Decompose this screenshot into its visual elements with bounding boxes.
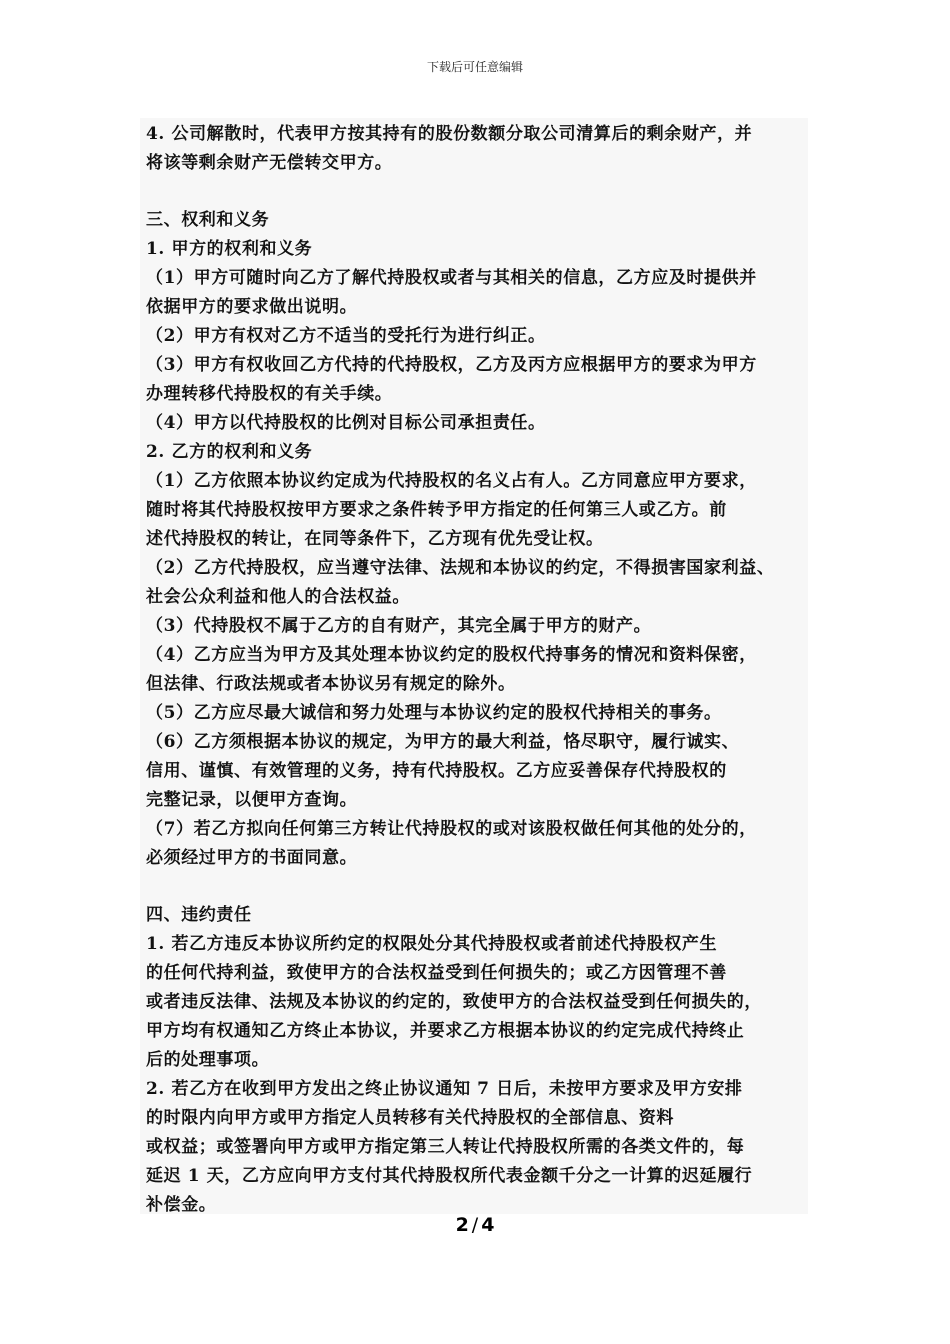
- page-header: 下载后可任意编辑: [426, 60, 523, 74]
- text-line: 必须经过甲方的书面同意。: [146, 848, 358, 868]
- page-current: 2: [455, 1214, 469, 1236]
- text-line: （2）甲方有权对乙方不适当的受托行为进行纠正。: [146, 326, 546, 346]
- text-line: 社会公众利益和他人的合法权益。: [146, 587, 410, 607]
- text-line: 2. 若乙方在收到甲方发出之终止协议通知 7 日后，未按甲方要求及甲方安排: [146, 1079, 743, 1099]
- text-line: 完整记录，以便甲方查询。: [146, 790, 358, 810]
- text-line: 但法律、行政法规或者本协议另有规定的除外。: [146, 674, 516, 694]
- section-heading: 四、违约责任: [146, 905, 252, 925]
- text-line: 信用、谨慎、有效管理的义务，持有代持股权。乙方应妥善保存代持股权的: [146, 761, 727, 781]
- text-line: 后的处理事项。: [146, 1050, 270, 1070]
- text-line: （4）甲方以代持股权的比例对目标公司承担责任。: [146, 413, 546, 433]
- subsection-heading: 2. 乙方的权利和义务: [146, 442, 313, 462]
- text-line: （1）甲方可随时向乙方了解代持股权或者与其相关的信息，乙方应及时提供并: [146, 268, 757, 288]
- text-line: 的时限内向甲方或甲方指定人员转移有关代持股权的全部信息、资料: [146, 1108, 674, 1128]
- text-line: （3）甲方有权收回乙方代持的代持股权，乙方及丙方应根据甲方的要求为甲方: [146, 355, 757, 375]
- text-line: 甲方均有权通知乙方终止本协议，并要求乙方根据本协议的约定完成代持终止: [146, 1021, 745, 1041]
- subsection-heading: 1. 甲方的权利和义务: [146, 239, 313, 259]
- text-line: 的任何代持利益，致使甲方的合法权益受到任何损失的；或乙方因管理不善: [146, 963, 727, 983]
- text-line: 1. 若乙方违反本协议所约定的权限处分其代持股权或者前述代持股权产生: [146, 934, 718, 954]
- page-number: [0, 1214, 950, 1236]
- section-heading: 三、权利和义务: [146, 210, 270, 230]
- text-line: 随时将其代持股权按甲方要求之条件转予甲方指定的任何第三人或乙方。前: [146, 500, 727, 520]
- text-line: 补偿金。: [146, 1195, 217, 1215]
- text-line: （4）乙方应当为甲方及其处理本协议约定的股权代持事务的情况和资料保密，: [146, 645, 757, 665]
- text-line: 述代持股权的转让，在同等条件下，乙方现有优先受让权。: [146, 529, 604, 549]
- text-line: （3）代持股权不属于乙方的自有财产，其完全属于甲方的财产。: [146, 616, 652, 636]
- page-separator: /: [471, 1214, 479, 1236]
- text-line: （5）乙方应尽最大诚信和努力处理与本协议约定的股权代持相关的事务。: [146, 703, 722, 723]
- document-body: [140, 118, 808, 1214]
- text-line: 延迟 1 天，乙方应向甲方支付其代持股权所代表金额千分之一计算的迟延履行: [146, 1166, 753, 1186]
- text-line: 4. 公司解散时，代表甲方按其持有的股份数额分取公司清算后的剩余财产，并: [146, 124, 753, 144]
- text-line: （1）乙方依照本协议约定成为代持股权的名义占有人。乙方同意应甲方要求，: [146, 471, 757, 491]
- text-line: （7）若乙方拟向任何第三方转让代持股权的或对该股权做任何其他的处分的，: [146, 819, 757, 839]
- page-total: 4: [481, 1214, 495, 1236]
- text-line: 或者违反法律、法规及本协议的约定的，致使甲方的合法权益受到任何损失的，: [146, 992, 762, 1012]
- text-line: 将该等剩余财产无偿转交甲方。: [146, 153, 393, 173]
- text-line: 依据甲方的要求做出说明。: [146, 297, 358, 317]
- text-line: 或权益；或签署向甲方或甲方指定第三人转让代持股权所需的各类文件的，每: [146, 1137, 745, 1157]
- text-line: 办理转移代持股权的有关手续。: [146, 384, 393, 404]
- text-line: （2）乙方代持股权，应当遵守法律、法规和本协议的约定，不得损害国家利益、: [146, 558, 775, 578]
- text-line: （6）乙方须根据本协议的规定，为甲方的最大利益，恪尽职守，履行诚实、: [146, 732, 740, 752]
